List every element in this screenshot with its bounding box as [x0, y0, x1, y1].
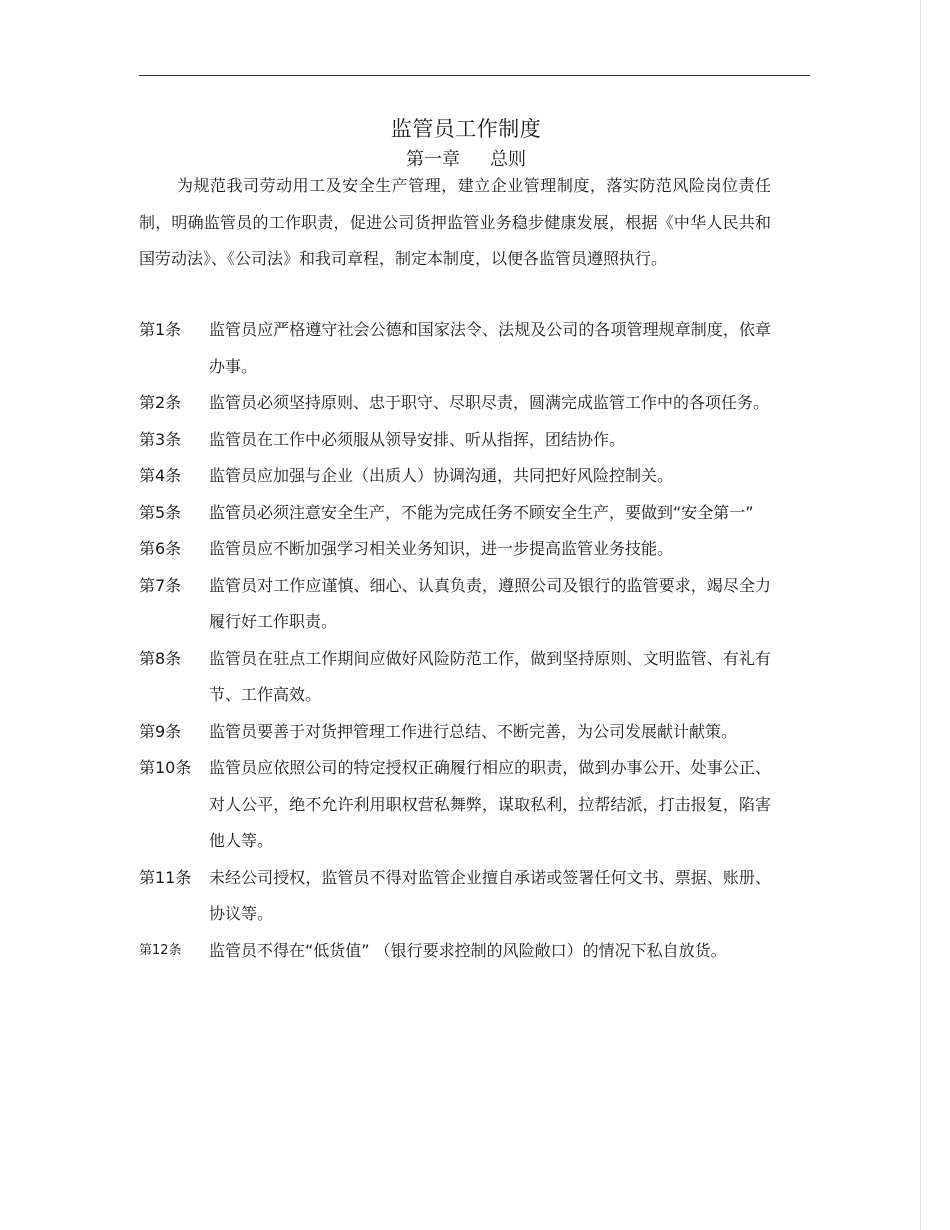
article-text: 监管员在工作中必须服从领导安排、听从指挥，团结协作。 — [209, 429, 626, 449]
article-list — [139, 312, 771, 969]
article-item — [139, 568, 771, 641]
article-number: 第10条 — [139, 758, 192, 777]
article-text: 监管员应不断加强学习相关业务知识，进一步提高监管业务技能。 — [209, 539, 674, 558]
article-text: 监管员对工作应谨慎、细心、认真负责，遵照公司及银行的监管要求，竭尽全力履行好工作职责。 — [209, 575, 771, 631]
article-number: 第9条 — [139, 721, 182, 741]
article-number: 第7条 — [139, 575, 182, 595]
article-number: 第2条 — [139, 393, 182, 412]
article-number: 第12条 — [139, 942, 182, 958]
document-title: 监管员工作制度 — [390, 117, 542, 141]
article-item — [139, 750, 771, 860]
article-number: 第1条 — [139, 320, 182, 339]
header-rule — [139, 75, 810, 76]
article-item — [139, 531, 771, 568]
article-text: 监管员必须注意安全生产，不能为完成任务不顾安全生产，要做到“安全第一” — [209, 502, 754, 522]
article-text: 监管员要善于对货押管理工作进行总结、不断完善，为公司发展献计献策。 — [209, 721, 738, 741]
article-text: 监管员应加强与企业（出质人）协调沟通，共同把好风险控制关。 — [209, 466, 674, 485]
article-number: 第6条 — [139, 539, 182, 558]
article-item — [139, 641, 771, 714]
intro-paragraph: 为规范我司劳动用工及安全生产管理，建立企业管理制度，落实防范风险岗位责任制，明确监管员的工作职责，促进公司货押监管业务稳步健康发展，根据《中华人民共和国劳动法》、《公司法》和我司章程，制定本制度，以便各监管员遵照执行。 — [139, 176, 771, 268]
article-text: 监管员应依照公司的特定授权正确履行相应的职责，做到办事公开、处事公正、对人公平，绝不允许利用职权营私舞弊，谋取私利，拉帮结派，打击报复，陷害他人等。 — [209, 758, 771, 850]
article-number: 第3条 — [139, 429, 182, 449]
article-text: 监管员应严格遵守社会公德和国家法令、法规及公司的各项管理规章制度，依章办事。 — [209, 320, 771, 376]
article-text: 未经公司授权，监管员不得对监管企业擅自承诺或签署任何文书、票据、账册、协议等。 — [209, 867, 771, 923]
article-number: 第11条 — [139, 867, 192, 887]
chapter-number: 第一章 — [406, 149, 460, 170]
article-item — [139, 312, 771, 385]
article-item — [139, 714, 771, 751]
article-text: 监管员在驻点工作期间应做好风险防范工作，做到坚持原则、文明监管、有礼有节、工作高效。 — [209, 648, 771, 704]
article-text: 监管员必须坚持原则、忠于职守、尽职尽责，圆满完成监管工作中的各项任务。 — [209, 393, 770, 412]
article-item — [139, 495, 771, 532]
article-number: 第8条 — [139, 648, 182, 668]
article-item — [139, 422, 771, 459]
article-number: 第4条 — [139, 466, 182, 485]
page-edge — [920, 0, 921, 1230]
article-item — [139, 458, 771, 495]
article-item — [139, 385, 771, 422]
article-number: 第5条 — [139, 502, 182, 522]
chapter-name: 总则 — [490, 149, 526, 170]
article-item — [139, 933, 771, 970]
article-item — [139, 860, 771, 933]
article-text: 监管员不得在“低货值” （银行要求控制的风险敞口）的情况下私自放货。 — [209, 940, 727, 960]
